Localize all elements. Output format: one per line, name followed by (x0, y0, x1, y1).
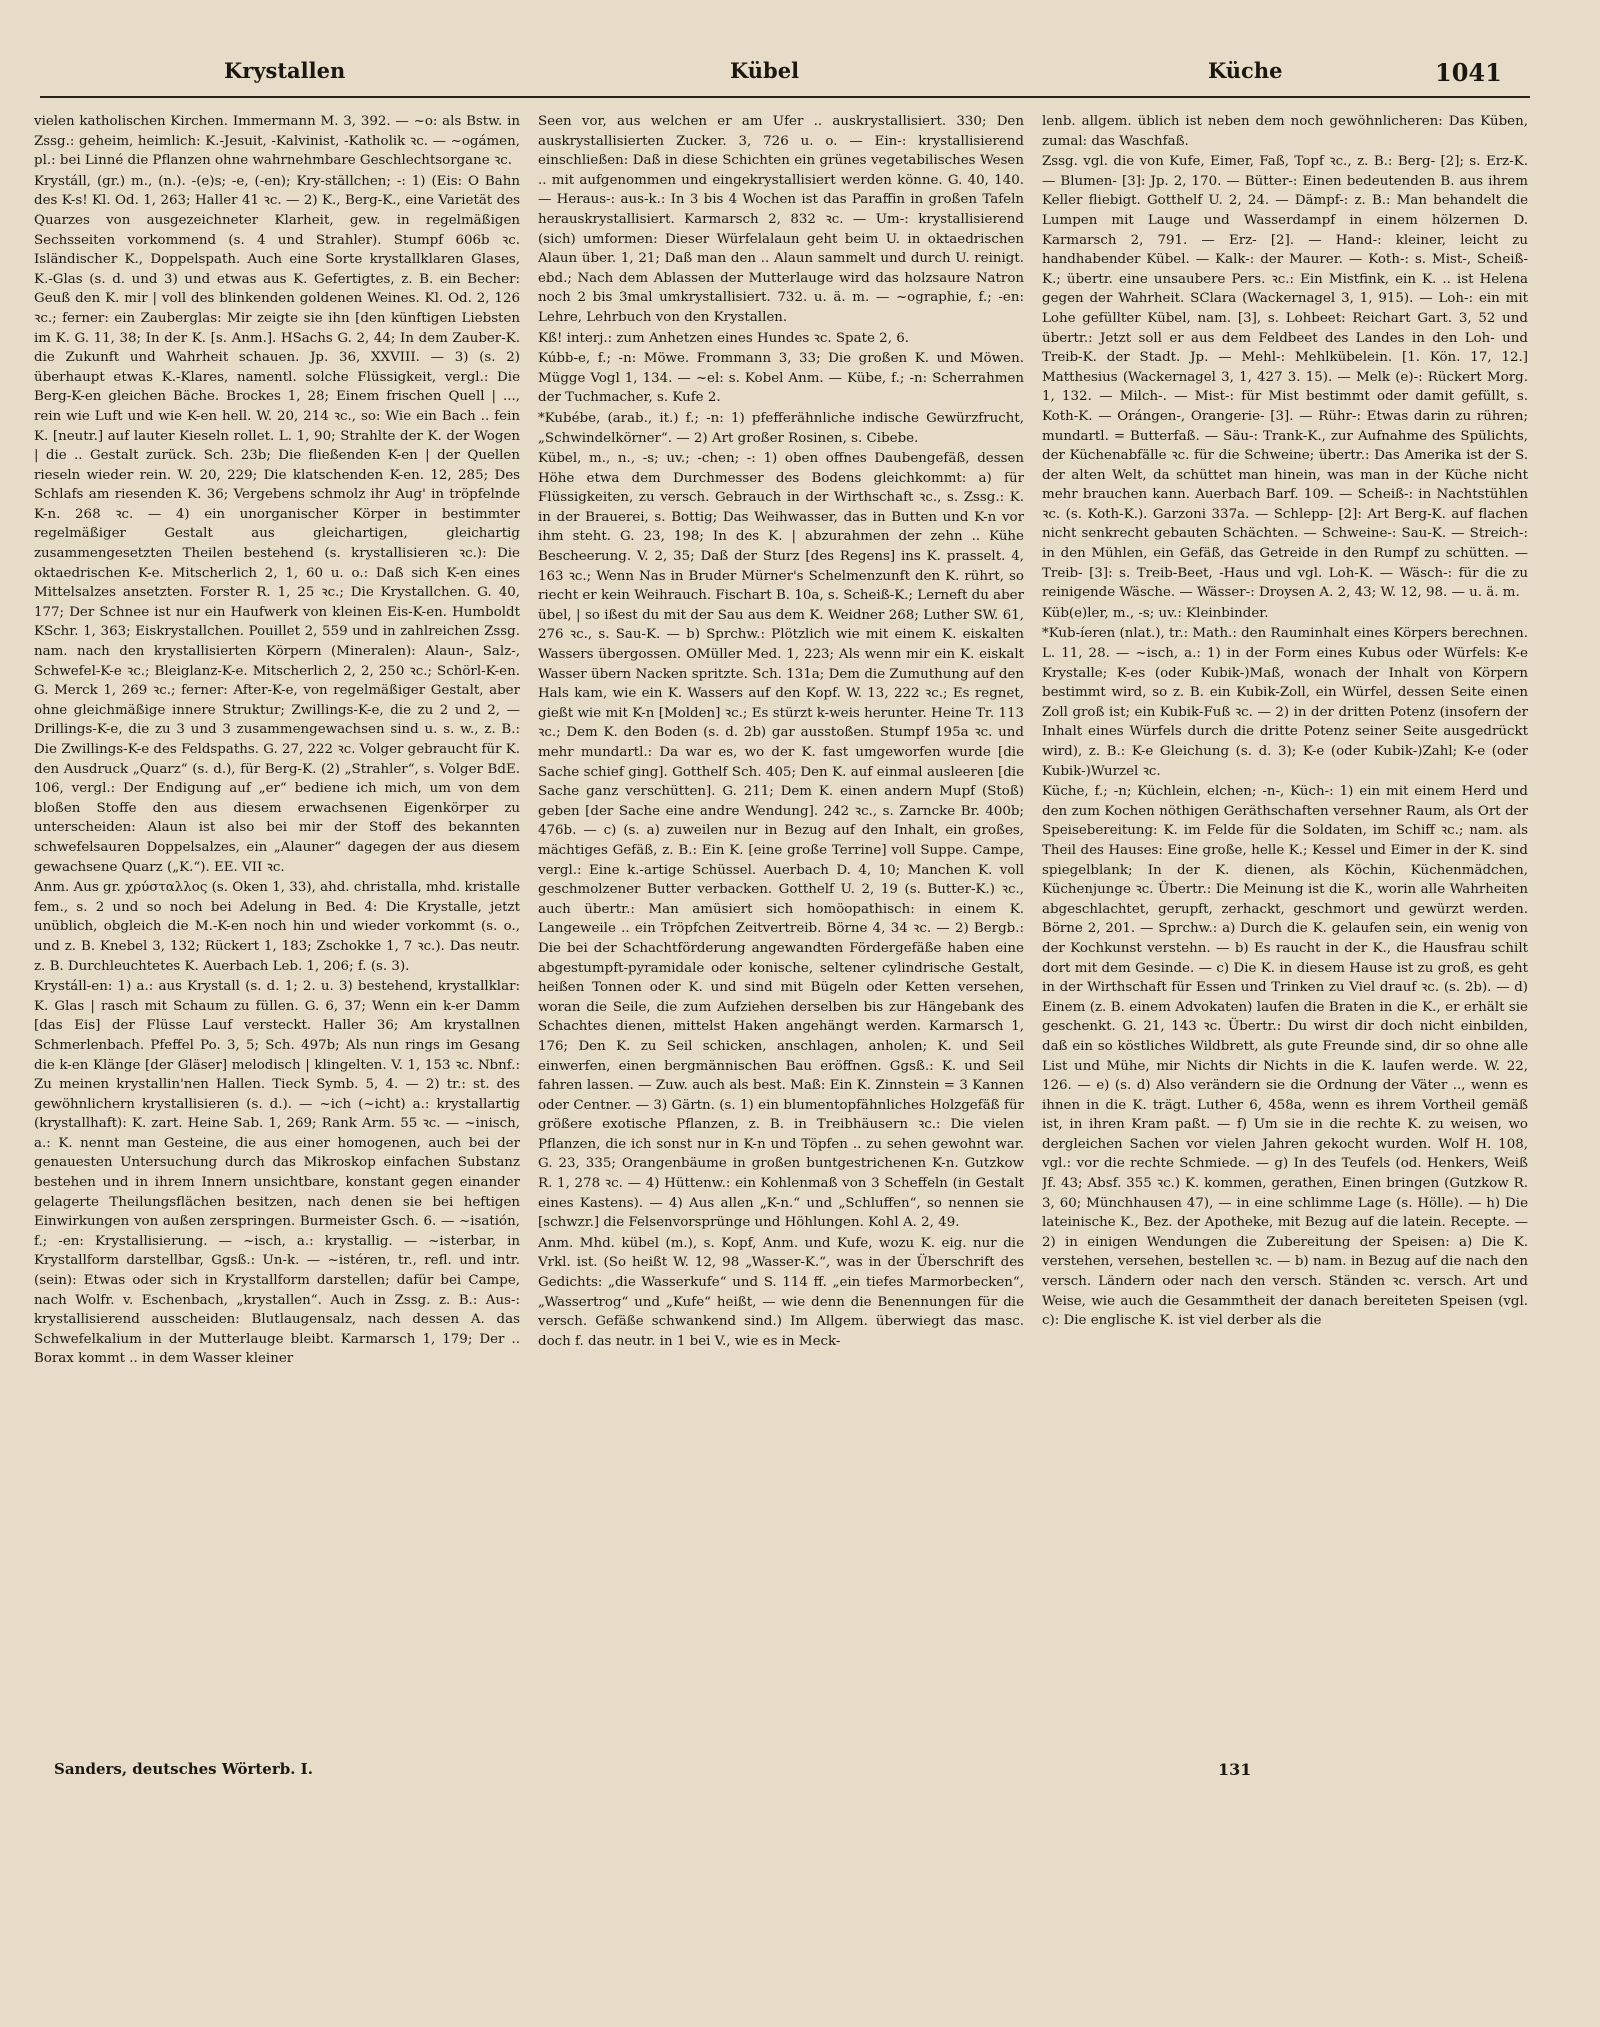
running-head-middle: Kübel (730, 58, 800, 83)
entry-paragraph: Kúbb-e, f.; -n: Möwe. Frommann 3, 33; Die großen K. und Möwen. Mügge Vogl 1, 134. — ~el: s. Kobel Anm. — Kübe, f.; -n: Scherrahmen der Tuchmacher, s. Kufe 2. (538, 351, 1024, 406)
entry-paragraph: lenb. allgem. üblich ist neben dem noch gewöhnlicheren: Das Küben, zumal: das Waschfaß. (1042, 114, 1528, 149)
column-2 (538, 112, 1024, 1752)
running-head-left: Krystallen (224, 58, 346, 83)
footer-imprint: Sanders, deutsches Wörterb. I. (54, 1760, 313, 1778)
entry-paragraph: Anm. Mhd. kübel (m.), s. Kopf, Anm. und Kufe, wozu K. eig. nur die Vrkl. ist. (So heißt W. 12, 98 „Wasser-K.“, was in der Überschrift des Gedichts: „die Wasserkufe“ und S. 114 ff. „ein tiefes Marmorbecken“, „Wassertrog“ und „Kufe“ heißt, — wie denn die Benennungen für die versch. Gefäße schwankend sind.) Im Allgem. überwiegt das masc. doch f. das neutr. in 1 bei V., wie es in Meck- (538, 1235, 1024, 1349)
entry-paragraph: Küb(e)ler, m., -s; uv.: Kleinbinder. (1042, 605, 1269, 621)
entry-paragraph: Kübel, m., n., -s; uv.; -chen; -: 1) oben offnes Daubengefäß, dessen Höhe etwa dem Durchmesser des Bodens gleichkommt: a) für Flüssigkeiten, zu versch. Gebrauch in der Wirthschaft ꝛc., s. Zssg.: K. in der Brauerei, s. Bottig; Das Weihwasser, das in Butten und K-n vor ihm steht. G. 23, 198; In des K. | abzurahmen der zehn .. Kühe Bescheerung. V. 2, 35; Daß der Sturz [des Regens] ins K. prasselt. 4, 163 ꝛc.; Wenn Nas in Bruder Mürner's Schelmenzunft den K. rührt, so riecht er kein Weihrauch. Fischart B. 10a, s. Scheiß-K.; Lerneft du aber übel, | so ißest du mit der Sau aus dem K. Weidner 268; Luther SW. 61, 276 ꝛc., s. Sau-K. — b) Sprchw.: Plötzlich wie mit einem K. eiskalten Wassers übergossen. OMüller Med. 1, 223; Als wenn mir ein K. eiskalt Wasser übern Nacken spritzte. Sch. 131a; Dem die Zumuthung auf den Hals kam, wie ein K. Wassers auf den Kopf. W. 13, 222 ꝛc.; Es regnet, gießt wie mit K-n [Molden] ꝛc.; Es stürzt k-weis herunter. Heine Tr. 113 ꝛc.; Dem K. den Boden (s. d. 2b) gar ausstoßen. Stumpf 195a ꝛc. und mehr mundartl.: Da war es, wo der K. fast umgeworfen wurde [die Sache schief ging]. Gotthelf Sch. 405; Den K. auf einmal ausleeren [die Sache ganz verschütten]. G. 211; Dem K. einen andern Mupf (Stoß) geben [der Sache eine andre Wendung]. 242 ꝛc., s. Zarncke Br. 400b; 476b. — c) (s. a) zuweilen nur in Bezug auf den Inhalt, ein großes, mächtiges Gefäß, z. B.: Ein K. [eine große Terrine] voll Suppe. Campe, vergl.: Eine k.-artige Schüssel. Auerbach D. 4, 10; Manchen K. voll geschmolzener Butter verbacken. Gotthelf U. 2, 19 (s. Butter-K.) ꝛc., auch übertr.: Man amüsiert sich homöopathisch: in einem K. Langeweile .. ein Tröpfchen Zeitvertreib. Börne 4, 34 ꝛc. — 2) Bergb.: Die bei der Schachtförderung angewandten Fördergefäße haben eine abgestumpft-pyramidale oder konische, seltener cylindrische Gestalt, heißen Tonnen oder K. und sind mit Bügeln oder Ketten versehen, woran die Seile, die zum Aufziehen derselben bis zur Hängebank des Schachtes dienen, mittelst Haken angehängt werden. Karmarsch 1, 176; Den K. zu Seil schicken, anschlagen, anholen; K. und Seil einwerfen, einen bergmännischen Bau eröffnen. Ggsß.: K. und Seil fahren lassen. — Zuw. auch als best. Maß: Ein K. Zinnstein = 3 Kannen oder Centner. — 3) Gärtn. (s. 1) ein blumentopfähnliches Holzgefäß für größere exotische Pflanzen, z. B. in Treibhäusern ꝛc.: Die vielen Pflanzen, die ich sonst nur in K-n und Töpfen .. zu sehen gewohnt war. G. 23, 335; Orangenbäume in großen buntgestrichenen K-n. Gutzkow R. 1, 278 ꝛc. — 4) Hüttenw.: ein Kohlenmaß von 3 Scheffeln (in Gestalt eines Kastens). — 4) Aus allen „K-n.“ und „Schluffen“, so nennen sie [schwzr.] die Felsenvorsprünge und Höhlungen. Kohl A. 2, 49. (538, 451, 1024, 1231)
entry-paragraph: Kß! interj.: zum Anhetzen eines Hundes ꝛc. Spate 2, 6. (538, 330, 909, 346)
column-1 (34, 112, 520, 1752)
entry-paragraph: Seen vor, aus welchen er am Ufer .. auskrystallisiert. 330; Den auskrystallisierten Zucker. 3, 726 u. o. — Ein-: krystallisierend einschließen: Daß in diese Schichten ein grünes vegetabilisches Wesen .. mit aufgenommen und eingekrystallisiert werden könne. G. 40, 140. — Heraus-: aus-k.: In 3 bis 4 Wochen ist das Paraffin in großen Tafeln herauskrystallisiert. Karmarsch 2, 832 ꝛc. — Um-: krystallisierend (sich) umformen: Dieser Würfelalaun geht beim U. in oktaedrischen Alaun über. 1, 21; Daß man den .. Alaun sammelt und durch U. reinigt. ebd.; Nach dem Ablassen der Mutterlauge wird das holzsaure Natron noch 2 bis 3mal umkrystallisiert. 732. u. ä. m. — ~ographie, f.; -en: Lehre, Lehrbuch von den Krystallen. (538, 114, 1024, 325)
entry-paragraph: *Kubébe, (arab., it.) f.; -n: 1) pfefferähnliche indische Gewürzfrucht, „Schwindelkörner“. — 2) Art großer Rosinen, s. Cibebe. (538, 410, 1024, 446)
column-3 (1042, 112, 1528, 1752)
signature-mark: 131 (1218, 1760, 1252, 1779)
entry-paragraph: Krystáll, (gr.) m., (n.). -(e)s; -e, (-en); Kry-ställchen; -: 1) (Eis: O Bahn des K-s! Kl. Od. 1, 263; Haller 41 ꝛc. — 2) K., Berg-K., eine Varietät des Quarzes von ausgezeichneter Klarheit, gew. in regelmäßigen Sechsseiten vorkommend (s. 4 und Strahler). Stumpf 606b ꝛc. Isländischer K., Doppelspath. Auch eine Sorte krystallklaren Glases, K.-Glas (s. d. und 3) und etwas aus K. Gefertigtes, z. B. ein Becher: Geuß den K. mir | voll des blinkenden goldenen Weines. Kl. Od. 2, 126 ꝛc.; ferner: ein Zauberglas: Mir zeigte sie ihn [den künftigen Liebsten im K. G. 11, 38; In der K. [s. Anm.]. HSachs G. 2, 44; In dem Zauber-K. die Zukunft und Wahrheit schauen. Jp. 36, XXVIII. — 3) (s. 2) überhaupt etwas K.-Klares, namentl. solche Flüssigkeit, vergl.: Die Berg-K-en gleichen Bäche. Brockes 1, 28; Einem frischen Quell | ..., rein wie Luft und wie K-en hell. W. 20, 214 ꝛc., so: Wie ein Bach .. fein K. [neutr.] auf lauter Kieseln rollet. L. 1, 90; Strahlte der K. der Wogen | die .. Gestalt zurück. Sch. 23b; Die fließenden K-en | der Quellen rieseln wieder rein. W. 20, 229; Die klatschenden K-en. 12, 285; Des Schlafs am riesenden K. 36; Vergebens schmolz ihr Aug' in tröpfelnde K-n. 268 ꝛc. — 4) ein unorganischer Körper in bestimmter regelmäßiger Gestalt aus gleichartigen, gleichartig zusammengesetzten Theilen bestehend (s. krystallisieren ꝛc.): Die oktaedrischen K-e. Mitscherlich 2, 1, 60 u. o.: Daß sich K-en eines Mittelsalzes ansetzten. Forster R. 1, 25 ꝛc.; Die Krystallchen. G. 40, 177; Der Schnee ist nur ein Haufwerk von kleinen Eis-K-en. Humboldt KSchr. 1, 363; Eiskrystallchen. Pouillet 2, 559 und in zahlreichen Zssg. nam. nach den krystallisierten Körpern (Mineralen): Alaun-, Salz-, Schwefel-K-e ꝛc.; Bleiglanz-K-e. Mitscherlich 2, 2, 250 ꝛc.; Schörl-K-en. G. Merck 1, 269 ꝛc.; ferner: After-K-e, von regelmäßiger Gestalt, aber ohne gleichmäßige innere Struktur; Zwillings-K-e, die zu 2 und 2, — Drillings-K-e, die zu 3 und 3 zusammengewachsen sind u. s. w., z. B.: Die Zwillings-K-e des Feldspaths. G. 27, 222 ꝛc. Volger gebraucht für K. den Ausdruck „Quarz“ (s. d.), für Berg-K. (2) „Strahler“, s. Volger BdE. 106, vergl.: Der Endigung auf „er“ bediene ich mich, um von dem bloßen Stoffe den aus diesem erwachsenen Eigenkörper zu unterscheiden: Alaun ist also bei mir der Stoff des bekannten schwefelsauren Doppelsalzes, ein „Alauner“ dagegen der aus diesem gewachsene Quarz („K.“). EE. VII ꝛc. (34, 173, 520, 875)
page-number: 1041 (1435, 58, 1502, 87)
running-head (0, 58, 1600, 98)
entry-paragraph: Anm. Aus gr. χρύσταλλος (s. Oken 1, 33), ahd. christalla, mhd. kristalle fem., s. 2 und so noch bei Adelung in Bed. 4: Die Krystalle, jetzt unüblich, obgleich die M.-K-en noch hin und wieder vorkommt (s. o., und z. B. Knebel 3, 132; Rückert 1, 183; Zschokke 1, 7 ꝛc.). Das neutr. z. B. Durchleuchtetes K. Auerbach Leb. 1, 206; f. (s. 3). (34, 880, 520, 974)
entry-paragraph: vielen katholischen Kirchen. Immermann M. 3, 392. — ~o: als Bstw. in Zssg.: geheim, heimlich: K.-Jesuit, -Kalvinist, -Katholik ꝛc. — ~ogámen, pl.: bei Linné die Pflanzen ohne wahrnehmbare Geschlechtsorgane ꝛc. (34, 114, 520, 169)
entry-paragraph: Zssg. vgl. die von Kufe, Eimer, Faß, Topf ꝛc., z. B.: Berg- [2]; s. Erz-K. — Blumen- [3]: Jp. 2, 170. — Bütter-: Einen bedeutenden B. aus ihrem Keller fliebigt. Gotthelf U. 2, 24. — Dämpf-: z. B.: Man behandelt die Lumpen mit Lauge und Wasserdampf in einem hölzernen D. Karmarsch 2, 791. — Erz- [2]. — Hand-: kleiner, leicht zu handhabender Kübel. — Kalk-: der Maurer. — Koth-: s. Mist-, Scheiß-K.; übertr. eine unsaubere Pers. ꝛc.: Ein Mistfink, ein K. .. ist Helena gegen der Wahrheit. SClara (Wackernagel 3, 1, 915). — Loh-: ein mit Lohe gefüllter Kübel, nam. [3], s. Lohbeet: Reichart Gart. 3, 52 und übertr.: Jetzt soll er aus dem Feldbeet des Landes in den Loh- und Treib-K. der Stadt. Jp. — Mehl-: Mehlkübelein. [1. Kön. 17, 12.] Matthesius (Wackernagel 3, 1, 427 3. 15). — Melk (e)-: Rückert Morg. 1, 132. — Milch-. — Mist-: für Mist bestimmt oder damit gefüllt, s. Koth-K. — Orángen-, Orangerie- [3]. — Rühr-: Etwas darin zu rühren; mundartl. = Butterfaß. — Säu-: Trank-K., zur Aufnahme des Spülichts, der Küchenabfälle ꝛc. für die Schweine; übertr.: Das Amerika ist der S. der alten Welt, da schüttet man hinein, was man in der Küche nicht mehr brauchen kann. Auerbach Barf. 109. — Scheiß-: in Nachtstühlen ꝛc. (s. Koth-K.). Garzoni 337a. — Schlepp- [2]: Art Berg-K. auf flachen nicht senkrecht gebauten Schächten. — Schweine-: Sau-K. — Streich-: in den Mühlen, ein Gefäß, das Getreide in den Rumpf zu schütten. — Treib- [3]: s. Treib-Beet, -Haus und vgl. Loh-K. — Wäsch-: für die zu reinigende Wäsche. — Wässer-: Droysen A. 2, 43; W. 12, 98. — u. ä. m. (1042, 154, 1528, 601)
header-rule (40, 96, 1530, 98)
entry-paragraph: Krystáll-en: 1) a.: aus Krystall (s. d. 1; 2. u. 3) bestehend, krystallklar: K. Glas | rasch mit Schaum zu füllen. G. 6, 37; Wenn ein k-er Damm [das Eis] der Flüsse Lauf versteckt. Haller 36; Am krystallnen Schmerlenbach. Pfeffel Po. 3, 5; Sch. 497b; Als nun rings im Gesang die k-en Klänge [der Gläser] melodisch | klingelten. V. 1, 153 ꝛc. Nbnf.: Zu meinen krystallin'nen Hallen. Tieck Symb. 5, 4. — 2) tr.: st. des gewöhnlichern krystallisieren (s. d.). — ~ich (~icht) a.: krystallartig (krystallhaft): K. zart. Heine Sab. 1, 269; Rank Arm. 55 ꝛc. — ~inisch, a.: K. nennt man Gesteine, die aus einer homogenen, auch bei der genauesten Untersuchung durch das Mikroskop einfachen Substanz bestehen und in ihrem Innern unsichtbare, konstant gegen einander gelagerte Theilungsflächen besitzen, nach denen sie bei heftigen Einwirkungen von außen zerspringen. Burmeister Gsch. 6. — ~isatión, f.; -en: Krystallisierung. — ~isch, a.: krystallig. — ~isterbar, in Krystallform darstellbar, Ggsß.: Un-k. — ~istéren, tr., refl. und intr. (sein): Etwas oder sich in Krystallform darstellen; dafür bei Campe, nach Wolfr. v. Eschenbach, „krystallen“. Auch in Zssg. z. B.: Aus-: krystallisierend ausscheiden: Blutlaugensalz, nach dessen A. das Schwefelkalium in der Mutterlauge bleibt. Karmarsch 1, 179; Der .. Borax kommt .. in dem Wasser kleiner (34, 979, 520, 1367)
entry-paragraph: Küche, f.; -n; Küchlein, elchen; -n-, Küch-: 1) ein mit einem Herd und den zum Kochen nöthigen Geräthschaften versehner Raum, als Ort der Speisebereitung: K. im Felde für die Soldaten, im Schiff ꝛc.; nam. als Theil des Hauses: Eine große, helle K.; Kessel und Eimer in der K. sind spiegelblank; In der K. dienen, als Köchin, Küchenmädchen, Küchenjunge ꝛc. Übertr.: Die Meinung ist die K., worin alle Wahrheiten abgeschlachtet, gerupft, zerhackt, geschmort und gewürzt werden. Börne 2, 201. — Sprchw.: a) Durch die K. gelaufen sein, ein wenig von der Kochkunst verstehn. — b) Es raucht in der K., die Hausfrau schilt dort mit dem Gesinde. — c) Die K. in diesem Hause ist zu groß, es geht in der Wirthschaft für Essen und Trinken zu Viel drauf ꝛc. (s. 2b). — d) Einem (z. B. einem Advokaten) laufen die Braten in die K., er erhält sie geschenkt. G. 21, 143 ꝛc. Übertr.: Du wirst dir doch nicht einbilden, daß ein so köstliches Wildbrett, als gute Freunde sind, dir so ohne alle List und Mühe, mir Nichts dir Nichts in die K. laufen werde. W. 22, 126. — e) (s. d) Also verändern sie die Ordnung der Väter .., wenn es ihnen in die K. trägt. Luther 6, 458a, wenn es ihrem Vortheil gemäß ist, in ihren Kram paßt. — f) Um sie in die rechte K. zu weisen, wo dergleichen Sachen vor vielen Jahren gekocht wurden. Wolf H. 108, vgl.: vor die rechte Schmiede. — g) In des Teufels (od. Henkers, Weiß Jf. 43; Absf. 355 ꝛc.) K. kommen, gerathen, Einen bringen (Gutzkow R. 3, 60; Münchhausen 47), — in eine schlimme Lage (s. Hölle). — h) Die lateinische K., Bez. der Apotheke, mit Bezug auf die latein. Recepte. — 2) in einigen Wendungen die Zubereitung der Speisen: a) Die K. verstehen, versehen, bestellen ꝛc. — b) nam. in Bezug auf die nach den versch. Ländern oder nach den versch. Ständen ꝛc. versch. Art und Weise, wie auch die Gesammtheit der danach bereiteten Speisen (vgl. c): Die englische K. ist viel derber als die (1042, 784, 1528, 1329)
running-head-right: Küche (1208, 58, 1283, 83)
entry-paragraph: *Kub-íeren (nlat.), tr.: Math.: den Rauminhalt eines Körpers berechnen. L. 11, 28. — ~isch, a.: 1) in der Form eines Kubus oder Würfels: K-e Krystalle; K-es (oder Kubik-)Maß, wonach der Inhalt von Körpern bestimmt wird, so z. B. ein Kubik-Zoll, ein Würfel, dessen Seite einen Zoll groß ist; ein Kubik-Fuß ꝛc. — 2) in der dritten Potenz (insofern der Inhalt eines Würfels durch die dritte Potenz seiner Seite ausgedrückt wird), z. B.: K-e Gleichung (s. d. 3); K-e (oder Kubik-)Zahl; K-e (oder Kubik-)Wurzel ꝛc. (1042, 626, 1528, 779)
